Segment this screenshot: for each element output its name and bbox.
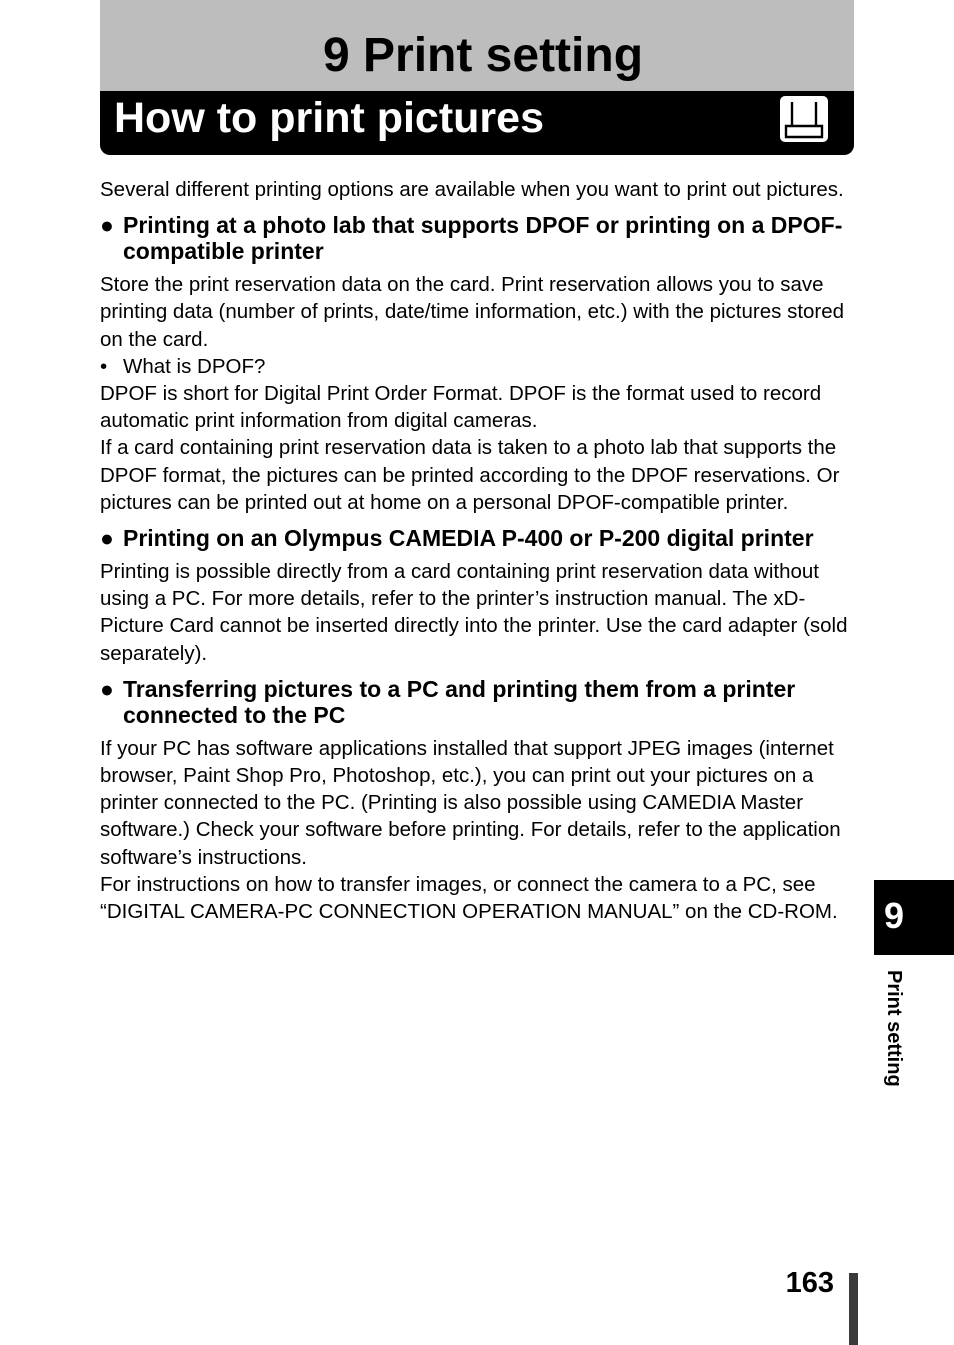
section-pc xyxy=(100,676,860,925)
page-content xyxy=(100,176,860,925)
intro-paragraph: Several different printing options are available when you want to print out pictures. xyxy=(100,178,844,201)
bullet-icon: ● xyxy=(100,675,114,702)
page-number: 163 xyxy=(785,1267,834,1299)
page-edge-rule xyxy=(849,1273,858,1345)
paragraph: For instructions on how to transfer images, or connect the camera to a PC, see “DIGITAL CAMERA-PC CONNECTION OPERATION MANUAL” on the CD-ROM. xyxy=(100,872,838,924)
heading-text: Printing at a photo lab that supports DPOF or printing on a DPOF-compatible printer xyxy=(123,212,843,265)
section-printer xyxy=(100,525,860,667)
small-bullet-icon: • xyxy=(100,354,108,378)
list-item xyxy=(100,353,860,380)
heading-text: Printing on an Olympus CAMEDIA P-400 or P-200 digital printer xyxy=(123,525,814,552)
bullet-icon: ● xyxy=(100,212,114,239)
chapter-tab xyxy=(874,880,954,955)
heading-printer xyxy=(100,525,860,551)
paragraph: DPOF is short for Digital Print Order Format. DPOF is the format used to record automatic print information from digital cameras. xyxy=(100,382,822,433)
paragraph: Printing is possible directly from a card containing print reservation data without using a PC. For more details, refer to the printer’s instruction manual. The xD-Picture Card cannot be inserted directly into the printer. Use the card adapter (sold separately). xyxy=(100,560,848,665)
bullet-icon: ● xyxy=(100,525,114,552)
heading-pc xyxy=(100,676,860,728)
heading-dpof xyxy=(100,212,860,264)
paragraph: If a card containing print reservation data is taken to a photo lab that supports the DPOF format, the pictures can be printed according to the DPOF reservations. Or pictures can be printed out at home on a personal DPOF-compatible printer. xyxy=(100,436,840,514)
paragraph: If your PC has software applications installed that support JPEG images (internet browser, Paint Shop Pro, Photoshop, etc.), you can print out your pictures on a printer connected to the PC. (Printing is also possible using CAMEDIA Master software.) Check your software before printing. For details, refer to the application software’s instructions. xyxy=(100,736,841,869)
chapter-title: 9 Print setting xyxy=(322,29,644,82)
chapter-tab-number: 9 xyxy=(884,895,905,936)
section-title-bar xyxy=(100,91,854,155)
section-dpof xyxy=(100,212,860,516)
print-icon-graphic xyxy=(780,96,828,142)
paragraph: Store the print reservation data on the card. Print reservation allows you to save printing data (number of prints, date/time information, etc.) with the pictures stored on the card. xyxy=(100,273,845,351)
heading-text: Transferring pictures to a PC and printing them from a printer connected to the PC xyxy=(123,675,796,728)
chapter-tab-label: Print setting xyxy=(883,970,905,1087)
print-icon xyxy=(780,96,828,142)
section-title: How to print pictures xyxy=(114,94,544,142)
list-item-text: What is DPOF? xyxy=(123,354,266,378)
